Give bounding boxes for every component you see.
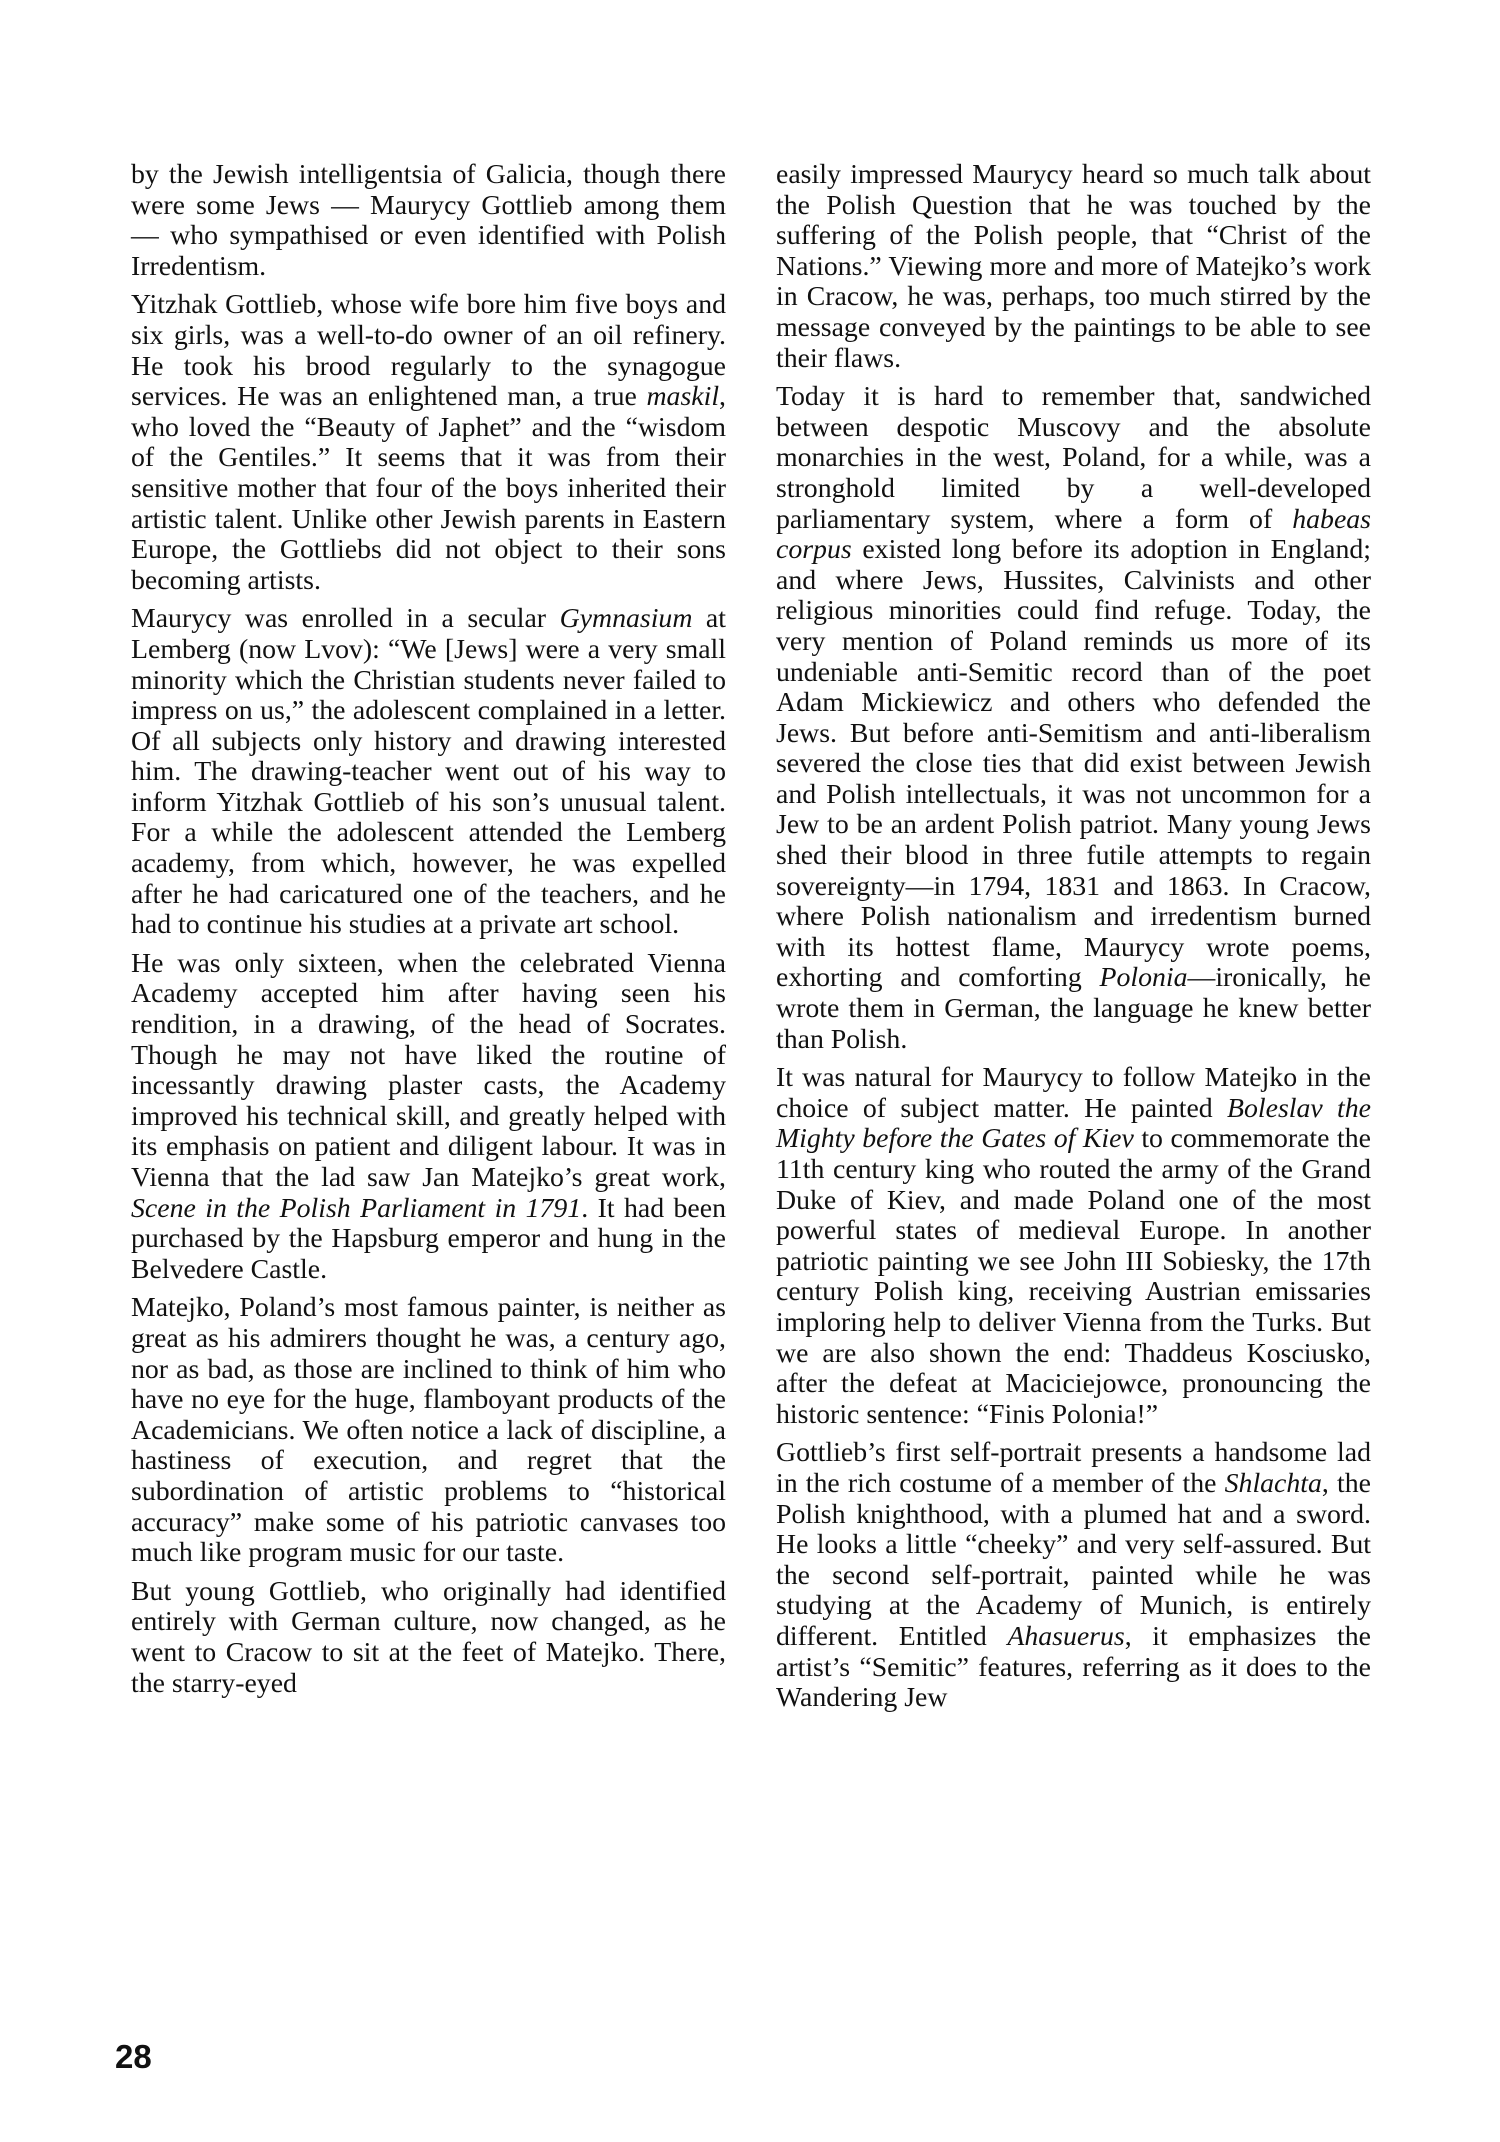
- italic-term: maskil: [646, 381, 720, 413]
- paragraph-text: Matejko, Poland’s most famous painter, is neither as great as his admirers thought he was, a century ago, nor as bad, as those are inclined to think of him who have no eye for the huge, flamboyant products of the Academicians. We often notice a lack of discipline, a hastiness of execution, and regret that the subordination of artistic problems to “historical accuracy” make some of his patriotic canvases too much like program music for our taste.: [131, 1292, 726, 1569]
- paragraph: [131, 1577, 726, 1699]
- paragraph-text: But young Gottlieb, who originally had identified entirely with German culture, now changed, as he went to Cracow to sit at the feet of Matejko. There, the starry-eyed: [131, 1575, 726, 1699]
- italic-title: Boleslav the Mighty before the Gates of Kiev: [776, 1092, 1371, 1155]
- paragraph-text: Gottlieb’s first self-portrait presents a handsome lad in the rich costume of a member of the: [776, 1437, 1371, 1499]
- page-number: 28: [115, 2038, 152, 2075]
- paragraph-text: existed long before its adoption in England; and where Jews, Hussites, Calvinists and other religious minorities could find refuge. Today, the very mention of Poland reminds us more of its undeniable anti-Semitic record than of the poet Adam Mickiewicz and others who defended the Jews. But before anti-Semitism and anti-liberalism severed the close ties that did exist between Jewish and Polish intellectuals, it was not uncommon for a Jew to be an ardent Polish patriot. Many young Jews shed their blood in three futile attempts to regain sovereignty—in 1794, 1831 and 1863. In Cracow, where Polish nationalism and irredentism burned with its hottest flame, Maurycy wrote poems, exhorting and comforting: [776, 534, 1371, 994]
- paragraph: [131, 160, 726, 282]
- paragraph-text: by the Jewish intelligentsia of Galicia, though there were some Jews — Maurycy Gottlieb among them — who sympathised or even identified with Polish Irredentism.: [131, 159, 726, 282]
- paragraph-text: easily impressed Maurycy heard so much talk about the Polish Question that he was touched by the suffering of the Polish people, that “Christ of the Nations.” Viewing more and more of Matejko’s work in Cracow, he was, perhaps, too much stirred by the message conveyed by the paintings to be able to see their flaws.: [776, 159, 1371, 374]
- paragraph-text: Yitzhak Gottlieb, whose wife bore him five boys and six girls, was a well-to-do owner of an oil refinery. He took his brood regularly to the synagogue services. He was an enlightened man, a true: [131, 289, 726, 413]
- right-column: [776, 160, 1371, 1722]
- paragraph-text: It was natural for Maurycy to follow Matejko in the choice of subject matter. He painted: [776, 1062, 1371, 1124]
- paragraph: [776, 1063, 1371, 1430]
- paragraph: [131, 290, 726, 596]
- paragraph-text: , it emphasizes the artist’s “Semitic” features, referring as it does to the Wandering Jew: [776, 1620, 1371, 1714]
- paragraph-text: —ironically, he wrote them in German, the language he knew better than Polish.: [776, 962, 1371, 1055]
- italic-title: Ahasuerus: [1007, 1620, 1125, 1652]
- paragraph: [131, 1293, 726, 1568]
- paragraph-text: , who loved the “Beauty of Japhet” and the “wisdom of the Gentiles.” It seems that it was from their sensitive mother that four of the boys inherited their artistic talent. Unlike other Jewish parents in Eastern Europe, the Gottliebs did not object to their sons becoming artists.: [131, 381, 726, 596]
- paragraph-text: , the Polish knighthood, with a plumed hat and a sword. He looks a little “cheeky” and very self-assured. But the second self-portrait, painted while he was studying at the Academy of Munich, is entirely different. Entitled: [776, 1467, 1371, 1652]
- paragraph-text: at Lemberg (now Lvov): “We [Jews] were a very small minority which the Christian students never failed to impress on us,” the adolescent complained in a letter. Of all subjects only history and drawing interested him. The drawing-teacher went out of his way to inform Yitzhak Gottlieb of his son’s unusual talent. For a while the adolescent attended the Lemberg academy, from which, however, he was expelled after he had caricatured one of the teachers, and he had to continue his studies at a private art school.: [131, 603, 726, 941]
- left-column: [131, 160, 726, 1707]
- paragraph: [776, 1438, 1371, 1713]
- paragraph-text: to commemorate the 11th century king who routed the army of the Grand Duke of Kiev, and made Poland one of the most powerful states of medieval Europe. In another patriotic painting we see John III Sobiesky, the 17th century Polish king, receiving Austrian emissaries imploring help to deliver Vienna from the Turks. But we are also shown the end: Thaddeus Kosciusko, after the defeat at Maciciejowce, pronouncing the historic sentence: “Finis Polonia!”: [776, 1123, 1371, 1430]
- paragraph: [131, 949, 726, 1286]
- paragraph-text: . It had been purchased by the Hapsburg emperor and hung in the Belvedere Castle.: [131, 1192, 726, 1285]
- italic-term: Polonia: [1099, 962, 1188, 994]
- italic-term: Gymnasium: [559, 603, 693, 635]
- italic-term: Shlachta: [1224, 1467, 1322, 1499]
- italic-term: habeas corpus: [776, 503, 1371, 566]
- italic-title: Scene in the Polish Parliament in 1791: [131, 1192, 582, 1224]
- paragraph-text: He was only sixteen, when the celebrated Vienna Academy accepted him after having seen his rendition, in a drawing, of the head of Socrates. Though he may not have liked the routine of incessantly drawing plaster casts, the Academy improved his technical skill, and greatly helped with its emphasis on patient and diligent labour. It was in Vienna that the lad saw Jan Matejko’s great work,: [131, 947, 726, 1193]
- paragraph-text: Maurycy was enrolled in a secular: [131, 603, 560, 635]
- paragraph: [776, 160, 1371, 374]
- paragraph-text: Today it is hard to remember that, sandwiched between despotic Muscovy and the absolute monarchies in the west, Poland, for a while, was a stronghold limited by a well-developed parliamentary system, where a form of: [776, 381, 1371, 535]
- paragraph: [131, 604, 726, 941]
- paragraph: [776, 382, 1371, 1055]
